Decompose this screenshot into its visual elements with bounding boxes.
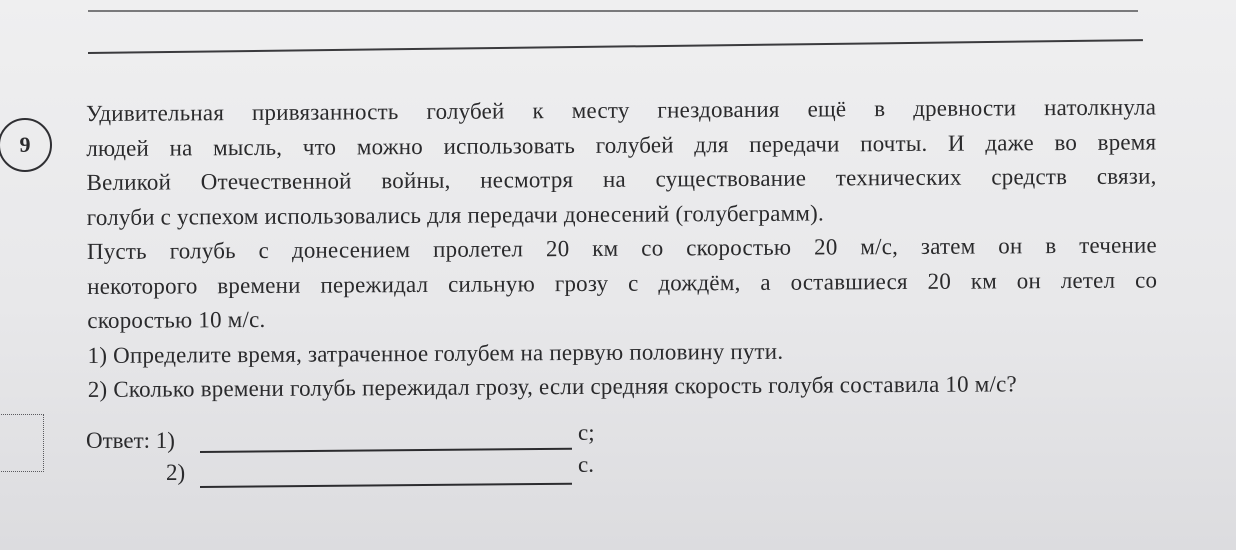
task-number: 9 — [19, 132, 31, 157]
top-rule-line — [88, 39, 1143, 54]
answer-label-2: 2) — [166, 460, 186, 485]
answer-box — [0, 414, 44, 472]
task-number-badge — [0, 118, 52, 172]
answer-label-1: Ответ: 1) — [86, 428, 175, 453]
answer-unit-2: с. — [578, 452, 594, 477]
answer-blank-2[interactable] — [200, 483, 572, 488]
task-text-line: Великой Отечественной войны, несмотря на существование технических средств связи, — [86, 163, 1157, 195]
task-text-line: некоторого времени пережидал сильную грозу с дождём, а оставшиеся 20 км он летел со — [87, 266, 1158, 299]
task-text — [86, 90, 1178, 407]
task-text-line: голуби с успехом использовались для передачи донесений (голубеграмм). — [86, 199, 824, 230]
answer-unit-1: с; — [578, 420, 595, 445]
task-text-line: скоростью 10 м/с. — [87, 306, 266, 333]
question-2: 2) Сколько времени голубь пережидал грозу, если средняя скорость голубя составила 10 м/с? — [87, 371, 1017, 402]
top-rule-line — [88, 10, 1138, 12]
answer-blank-1[interactable] — [200, 448, 572, 453]
question-1: 1) Определите время, затраченное голубем на первую половину пути. — [87, 338, 784, 368]
task-text-line: людей на мысль, что можно использовать голубей для передачи почты. И даже во время — [86, 128, 1157, 161]
task-text-line: Пусть голубь с донесением пролетел 20 км со скоростью 20 м/с, затем он в течение — [86, 232, 1158, 264]
task-text-line: Удивительная привязанность голубей к месту гнездования ещё в древности натолкнула — [86, 94, 1157, 126]
